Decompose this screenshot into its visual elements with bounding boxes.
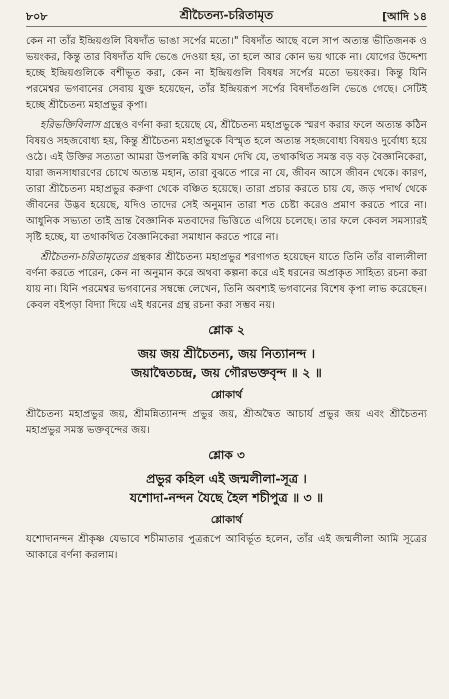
sloka-2-line-1: জয় জয় শ্রীচৈতন্য, জয় নিত্যানন্দ ।	[137, 346, 316, 361]
chapter-marker: [আদি ১৪	[382, 10, 427, 23]
book-title-caritamrta: শ্রীচৈতন্য-চরিতামৃতের	[40, 252, 129, 263]
sloka-2-line-2: জয়াদ্বৈতচন্দ্র, জয় গৌরভক্তবৃন্দ ॥ ২ ॥	[131, 365, 322, 380]
book-title-haribhakti: হরিভক্তিবিলাস	[40, 120, 101, 131]
sloka-2-title: শ্লোক ২	[208, 323, 245, 337]
paragraph-1: কেন না তাঁর ইন্দ্রিয়গুলি বিষদাঁত ভাঙা সর্পের মতো।" বিষদাঁত আছে বলে সাপ অত্যন্ত ভীতিজনক ও ভয়ংকর, কিন্তু তার বিষদাঁত যদি ভেঙে দেওয়া হয়, তা হলে আর কোন ভয় থাকে না। যোগের উদ্দেশ্য হচ্ছে ইন্দ্রিয়গুলিকে বশীভূত করা, কেন না ইন্দ্রিয়গুলি বিষধর সর্পের মতো ভয়ংকর। কিন্তু যিনি পরমেশ্বর ভগবানের সেবায় যুক্ত হয়েছেন, তাঁর ইন্দ্রিয়রূপ সর্পের বিষদাঁতগুলি ভেঙে গেছে। সেটিই হচ্ছে শ্রীচৈতন্য মহাপ্রভুর কৃপা।	[26, 36, 427, 111]
paragraph-3	[26, 250, 427, 314]
sloka-3-translation: যশোদানন্দন শ্রীকৃষ্ণ যেভাবে শচীমাতার পুত্ররূপে আবির্ভূত হলেন, তাঁর এই জন্মলীলা আমি সূত্রের আকারে বর্ণনা করলাম।	[26, 534, 427, 561]
sloka-2-translation: শ্রীচৈতন্য মহাপ্রভুর জয়, শ্রীমন্নিত্যানন্দ প্রভুর জয়, শ্রীঅদ্বৈত আচার্য প্রভুর জয় এবং শ্রীচৈতন্য মহাপ্রভুর সমস্ত ভক্তবৃন্দের জয়।	[26, 409, 427, 436]
paragraph-2-text: গ্রন্থেও বর্ণনা করা হয়েছে যে, শ্রীচৈতন্য মহাপ্রভুকে স্মরণ করার ফলে অত্যন্ত কঠিন বিষয়ও সহজবোধ্য হয়, কিন্তু শ্রীচৈতন্য মহাপ্রভুকে বিস্মৃত হলে অত্যন্ত সহজবোধ্য বিষয়ও দুর্বোধ্য হয়ে ওঠে। এই উক্তির সত্যতা আমরা উপলব্ধি করি যখন দেখি যে, তথাকথিত সমস্ত বড় বড় বৈজ্ঞানিকেরা, যারা জনসাধারণের চোখে অত্যন্ত মহান, তারা বুঝতে পারে না যে, জীবন আসে জীবন থেকে। কারণ, তারা শ্রীচৈতন্য মহাপ্রভুর করুণা থেকে বঞ্চিত হয়েছে। তারা প্রচার করতে চায় যে, জড় পদার্থ থেকে জীবনের উদ্ভব হয়েছে, যদিও তাদের সেই অনুমান তারা শত চেষ্টা করেও প্রমাণ করতে পারে না। আধুনিক সভ্যতা তাই ভ্রান্ত বৈজ্ঞানিক মতবাদের ভিত্তিতে এগিয়ে চলেছে। তার ফলে কেবল সমস্যারই সৃষ্টি হচ্ছে, যা তথাকথিত বৈজ্ঞানিকেরা সমাধান করতে পারে না।	[26, 120, 427, 243]
sloka-3-title: শ্লোক ৩	[208, 448, 245, 462]
sloka-3-slokartha-heading: শ্লোকার্থ	[210, 514, 243, 526]
paragraph-3-text: গ্রন্থকার শ্রীচৈতন্য মহাপ্রভুর শরণাগত হয়েছেন যাতে তিনি তাঁর বাল্যলীলা বর্ণনা করতে পারেন, কেন না অনুমান করে অথবা কল্পনা করে এই ধরনের অপ্রাকৃত সাহিত্য রচনা করা যায় না। যিনি পরমেশ্বর ভগবানের সম্বন্ধে লেখেন, তিনি অবশ্যই ভগবানের বিশেষ কৃপা লাভ করেছেন। কেবল বইপড়া বিদ্যা দিয়ে এই ধরনের গ্রন্থ রচনা করা সম্ভব নয়।	[26, 252, 427, 311]
page-number: ৮০৮	[26, 10, 48, 23]
paragraph-2	[26, 118, 427, 246]
sloka-3-line-1: প্রভুর কহিল এই জন্মলীলা-সূত্র ।	[146, 471, 307, 486]
sloka-3-line-2: যশোদা-নন্দন যৈছে হৈল শচীপুত্র ॥ ৩ ॥	[129, 490, 324, 505]
running-title: শ্রীচৈতন্য-চরিতামৃত	[179, 8, 274, 22]
sloka-2-slokartha-heading: শ্লোকার্থ	[210, 389, 243, 401]
page-header	[26, 0, 427, 26]
